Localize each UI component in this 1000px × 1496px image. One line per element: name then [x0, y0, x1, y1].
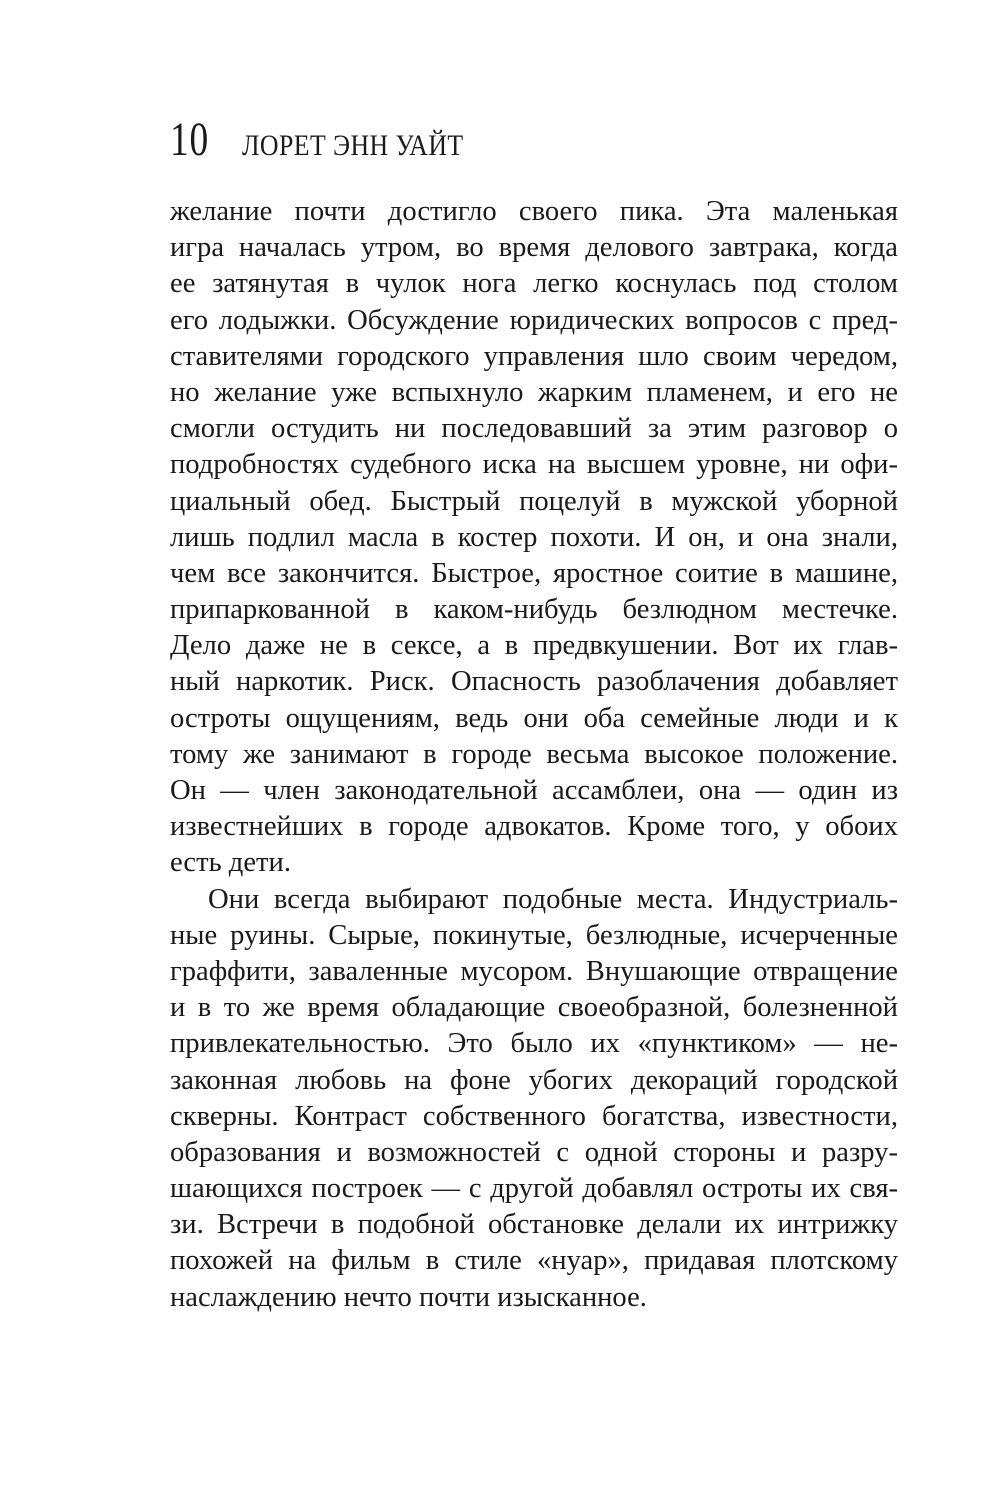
text-line: подробностях судебного иска на высшем уровне, ни офи- — [170, 449, 898, 481]
body-text — [170, 194, 898, 1316]
text-line: похожей на фильм в стиле «нуар», придавая плотскому — [170, 1245, 898, 1277]
text-line: чем все закончится. Быстрое, яростное соитие в машине, — [170, 557, 898, 589]
author-name: ЛОРЕТ ЭНН УАЙТ — [242, 129, 464, 162]
text-line: есть дети. — [170, 847, 291, 879]
text-line: образования и возможностей с одной стороны и разру- — [170, 1136, 898, 1168]
text-line: Он — член законодательной ассамблеи, она — один из — [170, 775, 898, 806]
text-line: Они всегда выбирают подобные места. Индустриаль- — [208, 883, 898, 915]
text-line: остроты ощущениям, ведь они оба семейные люди и к — [170, 702, 898, 734]
text-line: циальный обед. Быстрый поцелуй в мужской уборной — [170, 485, 898, 517]
text-line: зи. Встречи в подобной обстановке делали их интрижку — [170, 1209, 898, 1241]
text-line: ее затянутая в чулок нога легко коснулась под столом — [170, 268, 898, 300]
text-line: припаркованной в каком-нибудь безлюдном местечке. — [170, 594, 898, 626]
text-line: его лодыжки. Обсуждение юридических вопросов с пред- — [170, 304, 898, 336]
text-line: ный наркотик. Риск. Опасность разоблачения добавляет — [170, 666, 898, 698]
text-line: ставителями городского управления шло своим чередом, — [170, 340, 898, 372]
text-line: известнейших в городе адвокатов. Кроме того, у обоих — [170, 811, 898, 843]
text-line: граффити, заваленные мусором. Внушающие отвращение — [170, 955, 898, 987]
text-line: шающихся построек — с другой добавлял остроты их свя- — [170, 1173, 898, 1205]
text-line: лишь подлил масла в костер похоти. И он, и она знали, — [170, 521, 898, 553]
text-line: игра началась утром, во время делового завтрака, когда — [170, 232, 898, 264]
running-head — [170, 112, 500, 166]
text-line: законная любовь на фоне убогих декораций городской — [170, 1064, 898, 1096]
text-line: смогли остудить ни последовавший за этим разговор о — [170, 413, 898, 445]
text-line: но желание уже вспыхнуло жарким пламенем, и его не — [170, 376, 898, 408]
paragraph — [170, 882, 898, 1316]
text-line: наслаждению нечто почти изысканное. — [170, 1281, 647, 1313]
page-number: 10 — [170, 113, 209, 166]
text-line: ные руины. Сырые, покинутые, безлюдные, исчерченные — [170, 919, 898, 951]
text-line: желание почти достигло своего пика. Эта маленькая — [170, 196, 898, 227]
paragraph — [170, 194, 898, 882]
text-line: и в то же время обладающие своеобразной, болезненной — [170, 992, 898, 1024]
text-line: привлекательностью. Это было их «пунктиком» — не- — [170, 1028, 898, 1060]
text-line: скверны. Контраст собственного богатства, известности, — [170, 1100, 898, 1132]
text-line: Дело даже не в сексе, а в предвкушении. Вот их глав- — [170, 630, 898, 662]
text-line: тому же занимают в городе весьма высокое положение. — [170, 738, 898, 770]
